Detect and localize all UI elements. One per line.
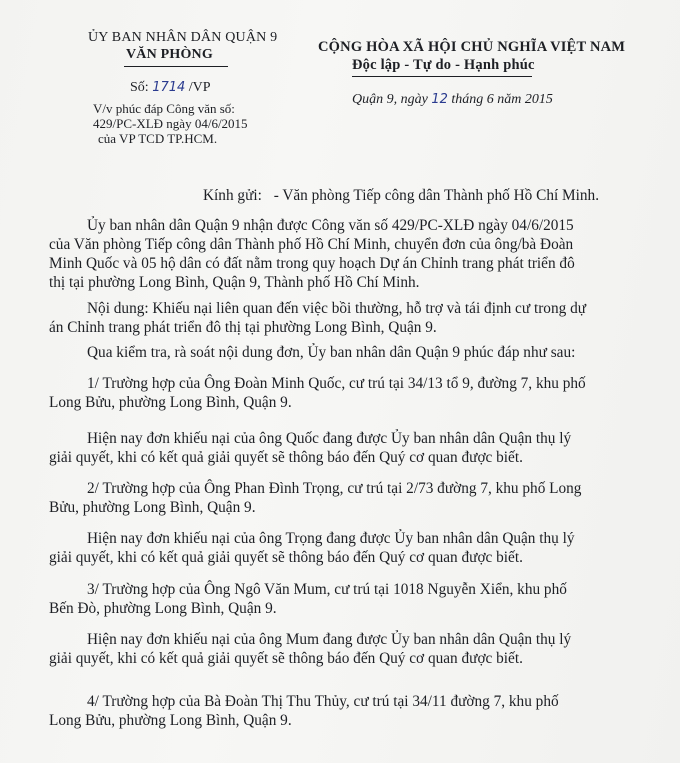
- case-2-line: Bửu, phường Long Bình, Quận 9.: [49, 499, 256, 516]
- doc-number-handwritten: 1714: [152, 80, 186, 95]
- case-3-status: [49, 630, 619, 668]
- intro-line: của Văn phòng Tiếp công dân Thành phố Hồ Chí Minh, chuyển đơn của ông/bà Đoàn: [49, 236, 574, 253]
- review-paragraph: [49, 343, 619, 362]
- doc-date: [352, 92, 553, 108]
- case-1-line: 1/ Trường hợp của Ông Đoàn Minh Quốc, cư trú tại 34/13 tổ 9, đường 7, khu phố: [87, 375, 586, 392]
- date-suffix: tháng 6 năm 2015: [451, 92, 553, 107]
- intro-line: Ủy ban nhân dân Quận 9 nhận được Công văn số 429/PC-XLĐ ngày 04/6/2015: [87, 217, 574, 234]
- case-4-line: 4/ Trường hợp của Bà Đoàn Thị Thu Thủy, cư trú tại 34/11 đường 7, khu phố: [87, 693, 559, 710]
- recipient: [203, 187, 599, 205]
- recipient-label: Kính gửi:: [203, 187, 262, 204]
- subject-line-1: V/v phúc đáp Công văn số:: [93, 101, 235, 116]
- doc-number: [130, 80, 211, 96]
- case-3-status-line: giải quyết, khi có kết quả giải quyết sẽ thông báo đến Quý cơ quan được biết.: [49, 650, 523, 667]
- date-prefix: Quận 9, ngày: [352, 92, 428, 107]
- case-4-line: Long Bửu, phường Long Bình, Quận 9.: [49, 712, 292, 729]
- nation-title: CỘNG HÒA XÃ HỘI CHỦ NGHĨA VIỆT NAM: [318, 39, 626, 55]
- subject-line-2: 429/PC-XLĐ ngày 04/6/2015: [93, 116, 248, 131]
- case-1-paragraph: [49, 374, 619, 412]
- subject-block: [93, 101, 248, 146]
- content-line: án Chỉnh trang phát triển đô thị tại phường Long Bình, Quận 9.: [49, 319, 437, 336]
- case-3-line: Bến Đò, phường Long Bình, Quận 9.: [49, 600, 277, 617]
- case-2-status: [49, 529, 619, 567]
- agency-name: ỦY BAN NHÂN DÂN QUẬN 9: [88, 30, 278, 45]
- case-2-status-line: giải quyết, khi có kết quả giải quyết sẽ thông báo đến Quý cơ quan được biết.: [49, 549, 523, 566]
- content-paragraph: [49, 299, 619, 337]
- content-line: Nội dung: Khiếu nại liên quan đến việc bồi thường, hỗ trợ và tái định cư trong dự: [87, 300, 587, 317]
- intro-line: Minh Quốc và 05 hộ dân có đất nằm trong quy hoạch Dự án Chỉnh trang phát triển đô: [49, 255, 575, 272]
- case-1-status: [49, 429, 619, 467]
- case-4-paragraph: [49, 692, 619, 730]
- case-2-paragraph: [49, 479, 619, 517]
- review-line: Qua kiểm tra, rà soát nội dung đơn, Ủy ban nhân dân Quận 9 phúc đáp như sau:: [87, 344, 576, 361]
- intro-line: thị tại phường Long Bình, Quận 9, Thành phố Hồ Chí Minh.: [49, 274, 420, 291]
- doc-number-suffix: /VP: [188, 80, 211, 95]
- case-1-status-line: giải quyết, khi có kết quả giải quyết sẽ thông báo đến Quý cơ quan được biết.: [49, 449, 523, 466]
- case-3-status-line: Hiện nay đơn khiếu nại của ông Mum đang được Ủy ban nhân dân Quận thụ lý: [87, 631, 572, 648]
- case-2-status-line: Hiện nay đơn khiếu nại của ông Trọng đang được Ủy ban nhân dân Quận thụ lý: [87, 530, 575, 547]
- recipient-name: - Văn phòng Tiếp công dân Thành phố Hồ Chí Minh.: [273, 187, 600, 204]
- office-name: VĂN PHÒNG: [126, 47, 213, 62]
- date-day-handwritten: 12: [431, 92, 448, 107]
- motto: Độc lập - Tự do - Hạnh phúc: [352, 57, 535, 73]
- case-3-line: 3/ Trường hợp của Ông Ngô Văn Mum, cư trú tại 1018 Nguyễn Xiển, khu phố: [87, 581, 567, 598]
- subject-line-3: của VP TCD TP.HCM.: [98, 131, 218, 146]
- case-3-paragraph: [49, 580, 619, 618]
- case-1-line: Long Bửu, phường Long Bình, Quận 9.: [49, 394, 292, 411]
- intro-paragraph: [49, 216, 619, 292]
- doc-number-prefix: Số:: [130, 80, 149, 95]
- case-2-line: 2/ Trường hợp của Ông Phan Đình Trọng, cư trú tại 2/73 đường 7, khu phố Long: [87, 480, 582, 497]
- office-underline: [124, 66, 228, 67]
- case-1-status-line: Hiện nay đơn khiếu nại của ông Quốc đang được Ủy ban nhân dân Quận thụ lý: [87, 430, 572, 447]
- motto-underline: [352, 76, 532, 77]
